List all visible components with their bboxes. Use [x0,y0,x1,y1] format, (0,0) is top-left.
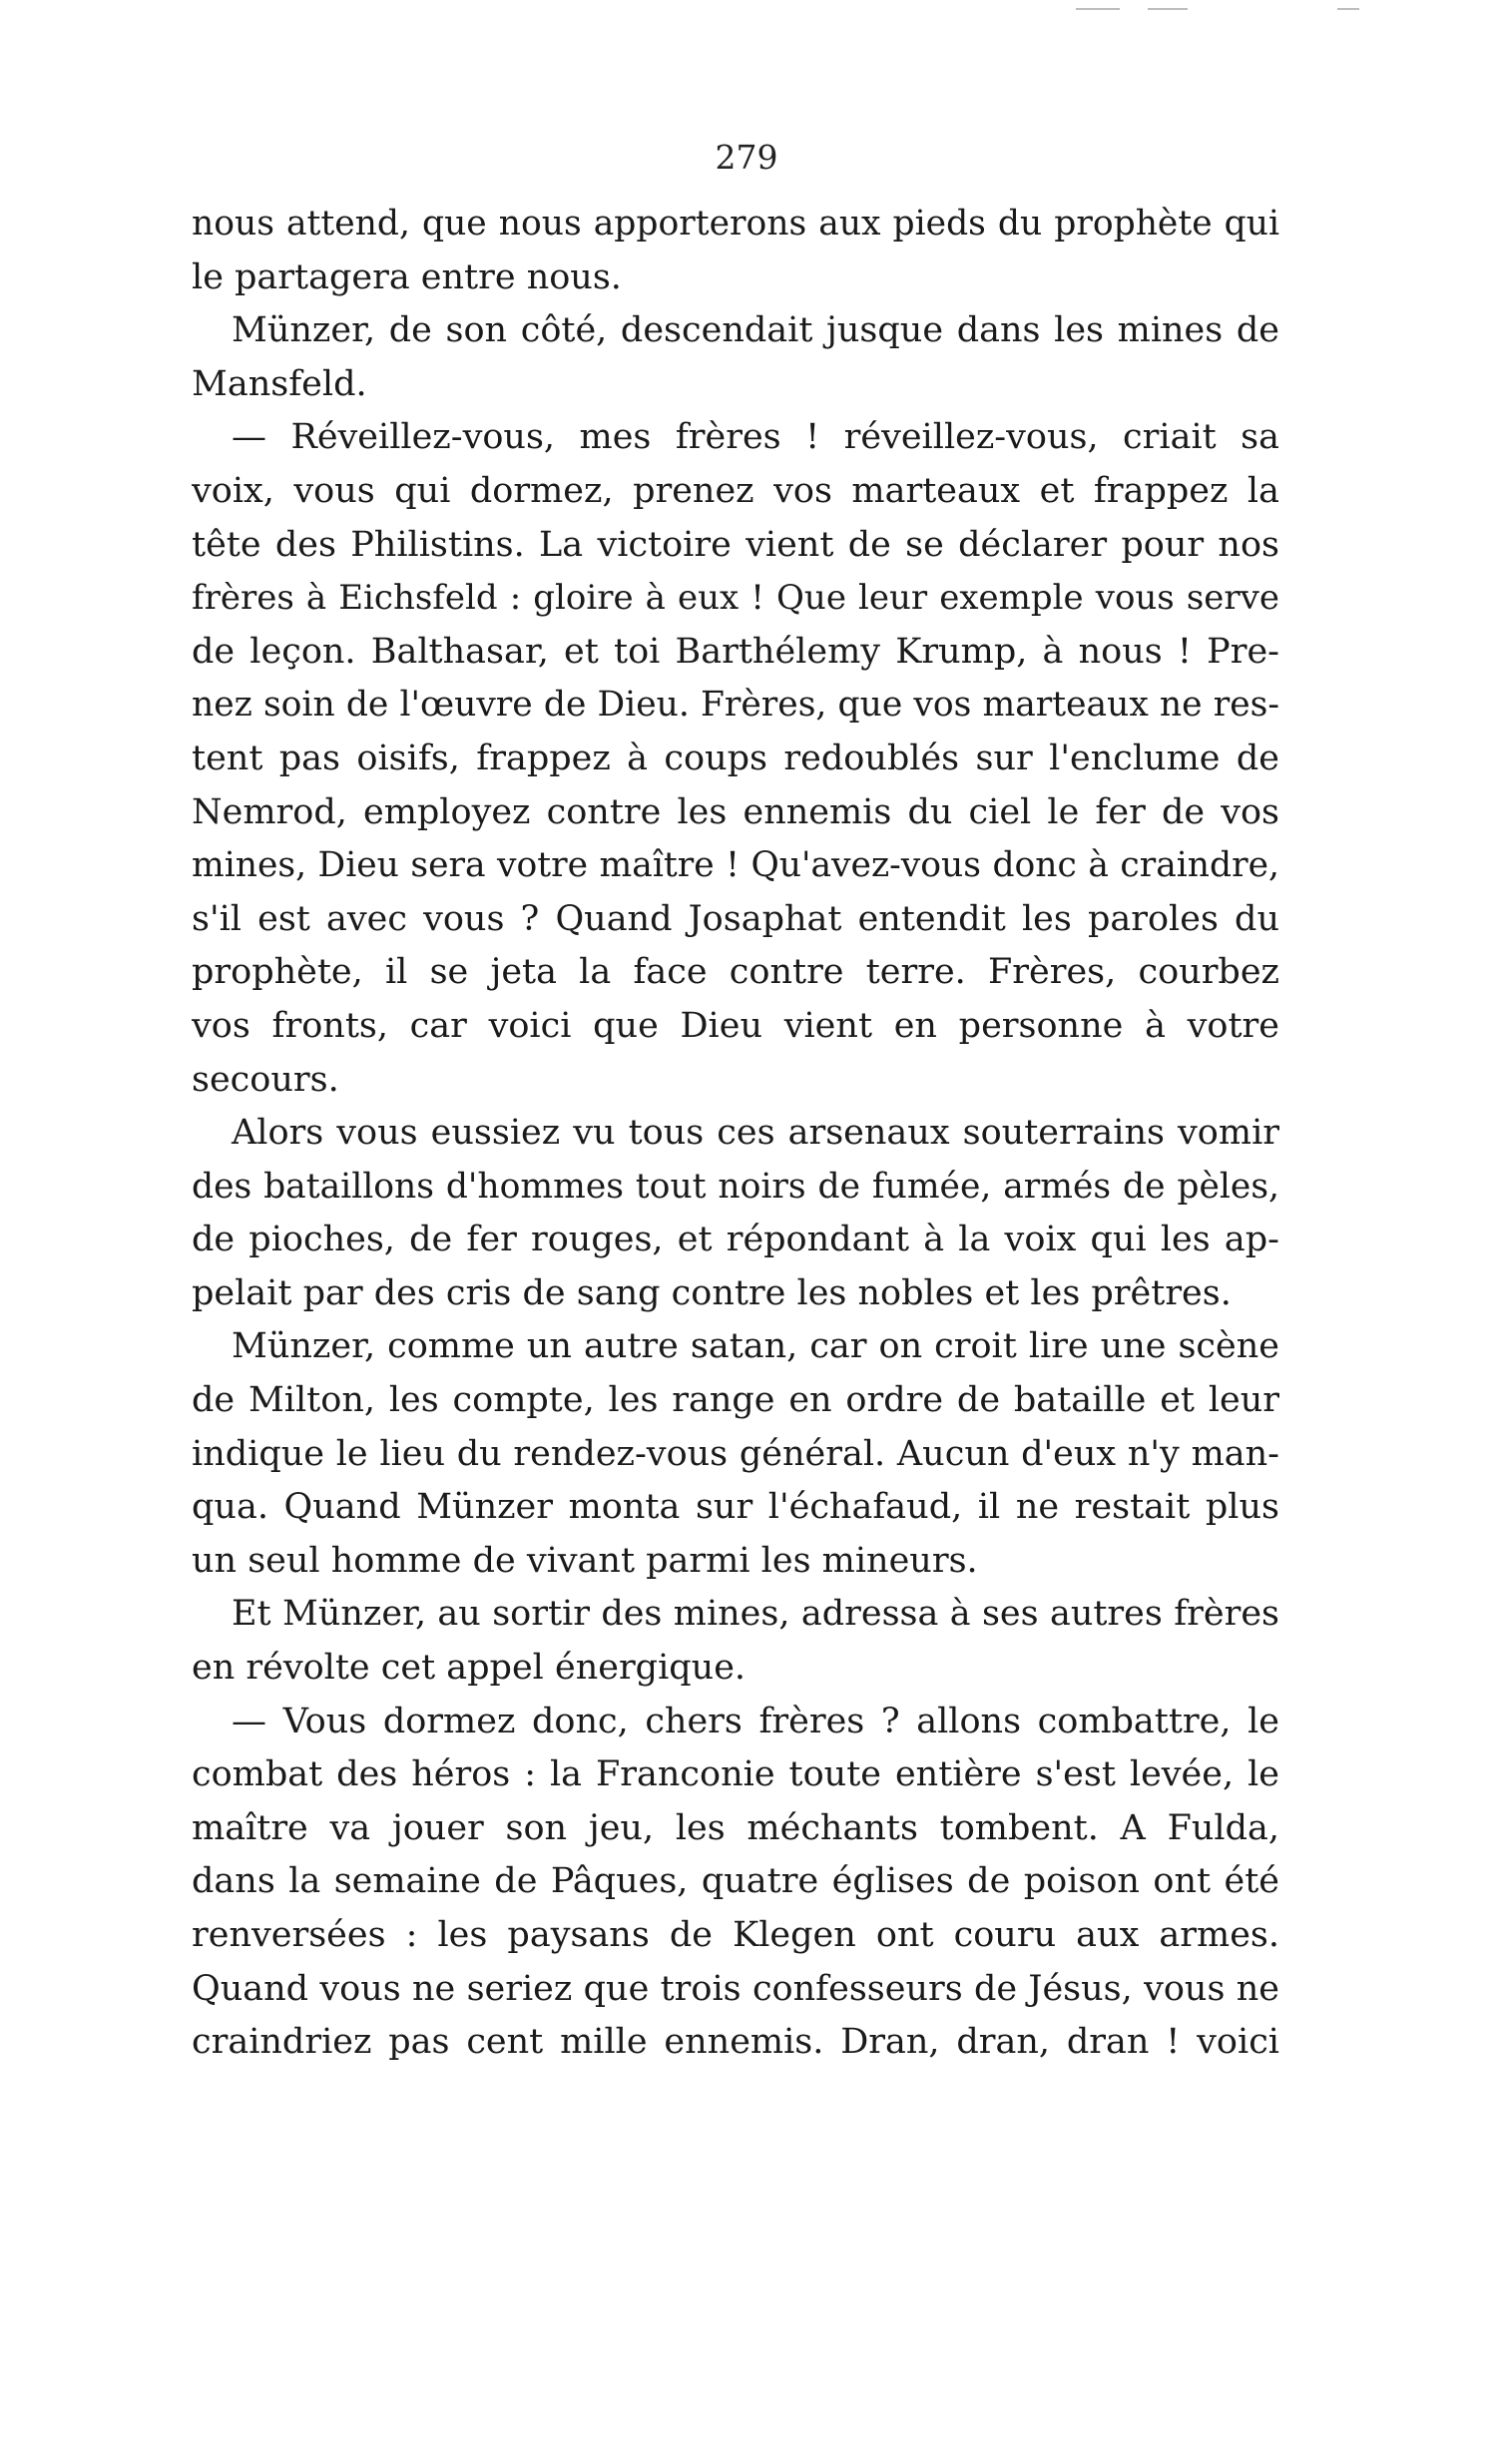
text-line: Nemrod, employez contre les ennemis du ciel le fer de vos [192,791,1279,832]
text-line: indique le lieu du rendez-vous général. Aucun d'eux n'y man- [192,1433,1279,1474]
text-line: de pioches, de fer rouges, et répondant à la voix qui les ap- [192,1220,1279,1260]
text-line: Alors vous eussiez vu tous ces arsenaux souterrains vomir [232,1113,1279,1154]
page-number: 279 [715,138,778,177]
text-line: renversées : les paysans de Klegen ont couru aux armes. [192,1915,1279,1955]
text-line: combat des héros : la Franconie toute entière s'est levée, le [192,1754,1279,1795]
text-line: dans la semaine de Pâques, quatre églises de poison ont été [192,1861,1279,1902]
text-line: nez soin de l'œuvre de Dieu. Frères, que vos marteaux ne res- [192,685,1279,726]
text-line: s'il est avec vous ? Quand Josaphat entendit les paroles du [192,898,1279,939]
text-line: Münzer, de son côté, descendait jusque dans les mines de [232,310,1279,351]
text-line: mines, Dieu sera votre maître ! Qu'avez-vous donc à craindre, [192,845,1279,886]
text-line: craindriez pas cent mille ennemis. Dran, dran, dran ! voici [192,2022,1279,2063]
text-line: le partagera entre nous. [192,256,622,297]
body-text [192,198,1279,2070]
text-line: vos fronts, car voici que Dieu vient en personne à votre [192,1005,1279,1046]
text-line: qua. Quand Münzer monta sur l'échafaud, il ne restait plus [192,1487,1279,1528]
text-line: de Milton, les compte, les range en ordre de bataille et leur [192,1380,1279,1421]
text-line: de leçon. Balthasar, et toi Barthélemy Krump, à nous ! Pre- [192,631,1279,672]
text-line: — Vous dormez donc, chers frères ? allons combattre, le [232,1701,1279,1741]
text-line: voix, vous qui dormez, prenez vos marteaux et frappez la [192,470,1279,511]
scan-edge-mark [1148,8,1188,10]
scan-edge-mark [1337,8,1359,10]
text-line: Quand vous ne seriez que trois confesseurs de Jésus, vous ne [192,1968,1279,2009]
text-line: Mansfeld. [192,363,367,404]
text-line: tête des Philistins. La victoire vient de se déclarer pour nos [192,524,1279,565]
text-line: tent pas oisifs, frappez à coups redoublés sur l'enclume de [192,738,1279,778]
text-line: Münzer, comme un autre satan, car on croit lire une scène [232,1326,1279,1367]
text-line: en révolte cet appel énergique. [192,1648,746,1689]
scan-edge-mark [1076,8,1120,10]
text-line: frères à Eichsfeld : gloire à eux ! Que leur exemple vous serve [192,578,1279,619]
text-line: un seul homme de vivant parmi les mineurs. [192,1540,978,1581]
text-line: maître va jouer son jeu, les méchants tombent. A Fulda, [192,1807,1279,1848]
text-line: des bataillons d'hommes tout noirs de fumée, armés de pèles, [192,1166,1279,1207]
text-line: secours. [192,1059,339,1100]
text-line: Et Münzer, au sortir des mines, adressa à ses autres frères [232,1594,1279,1635]
text-line: pelait par des cris de sang contre les nobles et les prêtres. [192,1272,1232,1313]
text-line: — Réveillez-vous, mes frères ! réveillez-vous, criait sa [232,417,1279,458]
text-line: prophète, il se jeta la face contre terre. Frères, courbez [192,952,1279,993]
text-line: nous attend, que nous apporterons aux pieds du prophète qui [192,204,1279,244]
